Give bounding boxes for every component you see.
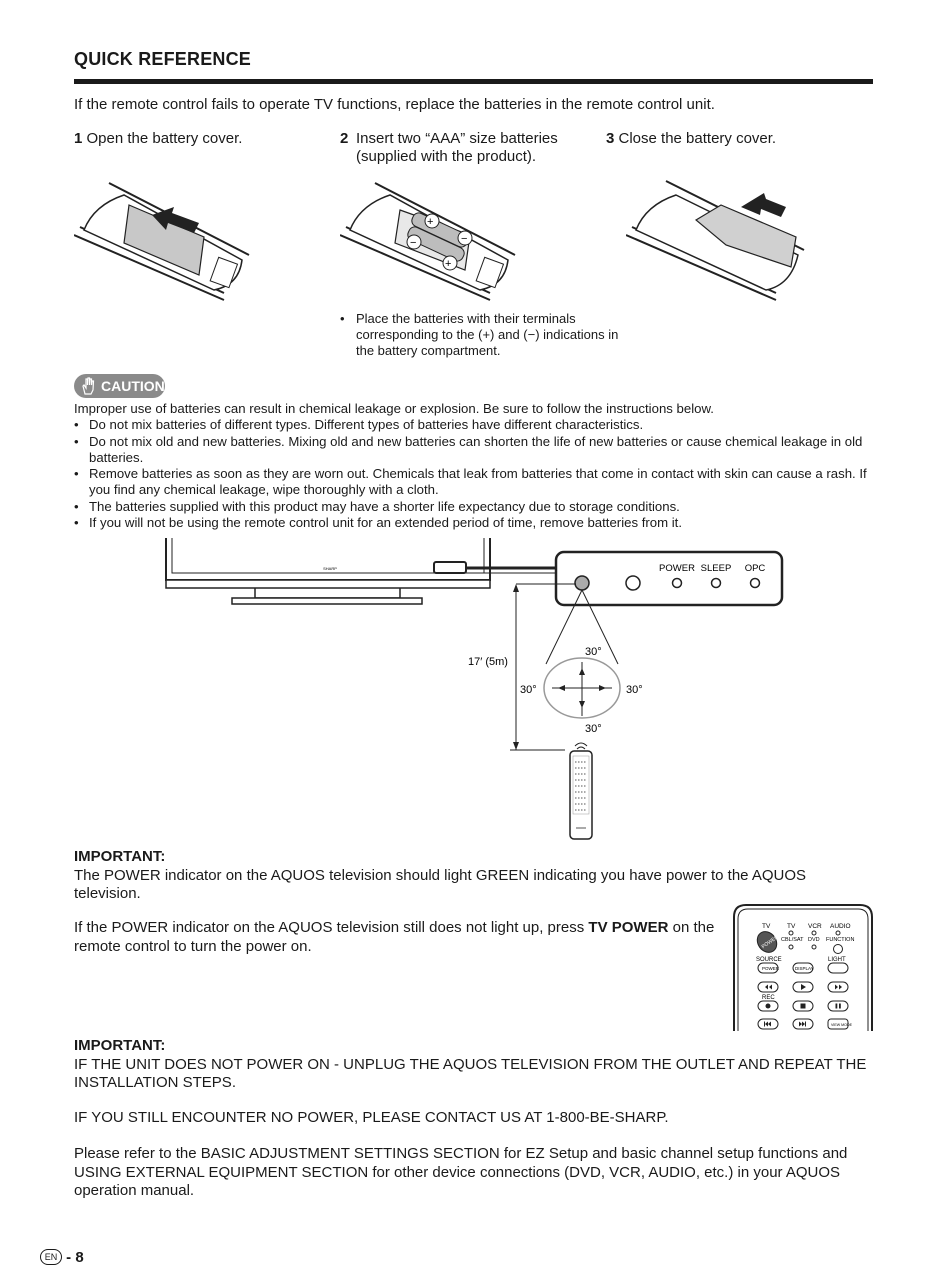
battery-note (340, 311, 630, 359)
step-text: Insert two “AAA” size batteries (supplied with the product). (356, 130, 558, 165)
sleep-label: SLEEP (700, 563, 732, 574)
text-segment: If the POWER indicator on the AQUOS television still does not light up, press (74, 919, 589, 936)
remote-sensor (575, 576, 589, 590)
step-3 (606, 130, 776, 148)
title-rule (74, 79, 873, 84)
step-text: Open the battery cover. (86, 130, 243, 147)
hand-icon (79, 376, 99, 396)
power-label: POWER (659, 563, 695, 574)
caution-text (74, 401, 879, 531)
list-item: • The batteries supplied with this product may have a shorter life expectancy due to storage conditions. (74, 499, 879, 515)
caution-badge (74, 374, 165, 398)
step-2 (340, 130, 590, 166)
power-button-label: POWER (760, 934, 780, 951)
insert-batteries-illustration (340, 175, 520, 305)
step-number: 3 (606, 130, 615, 147)
intro-text: If the remote control fails to operate TV functions, replace the batteries in the remote control unit. (74, 96, 715, 113)
opc-sensor (626, 576, 640, 590)
page-title: QUICK REFERENCE (74, 49, 252, 69)
sensor-panel (556, 552, 782, 605)
battery-note-text: Place the batteries with their terminals corresponding to the (+) and (−) indications in the battery compartment. (356, 311, 619, 358)
list-item: • If you will not be using the remote control unit for an extended period of time, remove batteries from it. (74, 515, 879, 531)
page-footer (40, 1249, 84, 1266)
audio-label: AUDIO (830, 923, 851, 930)
light-button[interactable] (828, 963, 848, 973)
important-section-1 (74, 848, 864, 904)
important-section-2 (74, 1037, 874, 1093)
rec-label: REC (762, 995, 775, 1001)
cbl-sat-label: CBL/SAT (781, 937, 804, 943)
light-label: LIGHT (828, 957, 846, 963)
tv-brand: SHARP (323, 566, 337, 571)
tv-power-emphasis: TV POWER (588, 919, 669, 936)
page-number: - 8 (66, 1249, 84, 1266)
caution-list (74, 417, 879, 531)
angle-right: 30° (626, 684, 643, 696)
contact-paragraph: IF YOU STILL ENCOUNTER NO POWER, PLEASE CONTACT US AT 1-800-BE-SHARP. (74, 1109, 669, 1126)
step-1 (74, 130, 242, 148)
operating-range-diagram (160, 538, 800, 843)
tv-label: TV (762, 923, 771, 930)
vcr-label: VCR (808, 923, 822, 930)
power-indicator (673, 579, 682, 588)
important-paragraph: IF THE UNIT DOES NOT POWER ON - UNPLUG THE AQUOS TELEVISION FROM THE OUTLET AND REPEAT THE INSTALLATION STEPS. (74, 1055, 867, 1091)
tv-mode-label: TV (787, 923, 796, 930)
source-label: SOURCE (756, 957, 782, 963)
caution-intro: Improper use of batteries can result in chemical leakage or explosion. Be sure to follow the instructions below. (74, 401, 714, 416)
function-button[interactable] (834, 945, 843, 954)
open-cover-illustration (74, 175, 254, 305)
important-heading: IMPORTANT: (74, 1037, 166, 1054)
dvd-label: DVD (808, 937, 820, 943)
sleep-indicator (712, 579, 721, 588)
remote-illustration (570, 743, 592, 839)
important-paragraph: The POWER indicator on the AQUOS television should light GREEN indicating you have power to the AQUOS television. (74, 866, 807, 902)
close-cover-illustration (626, 175, 806, 305)
view-mode-label: VIEW MODE (831, 1023, 852, 1027)
source-power-label: POWER (762, 966, 780, 971)
step-text: Close the battery cover. (618, 130, 777, 147)
svg-text:−: − (461, 233, 468, 245)
distance-label: 17′ (5m) (468, 656, 508, 668)
function-label: FUNCTION (826, 937, 855, 943)
opc-indicator (751, 579, 760, 588)
bullet: • (340, 311, 345, 326)
text-segment: on the remote control to turn the power on. (74, 919, 715, 955)
angle-bottom: 30° (585, 723, 602, 735)
angle-left: 30° (520, 684, 537, 696)
caution-label: CAUTION (101, 378, 165, 394)
list-item: • Do not mix batteries of different types. Different types of batteries have different characteristics. (74, 417, 879, 433)
svg-text:+: + (445, 258, 452, 270)
reference-paragraph: Please refer to the BASIC ADJUSTMENT SETTINGS SECTION for EZ Setup and basic channel setup functions and USING EXTERNAL EQUIPMENT SECTION for other device connections (DVD, VCR, AUDIO, etc.) in your AQUOS operation manual. (74, 1145, 848, 1199)
svg-text:−: − (410, 237, 417, 249)
important-paragraph-2 (74, 919, 724, 956)
list-item: • Remove batteries as soon as they are worn out. Chemicals that leak from batteries that come in contact with skin can cause a rash. If you find any chemical leakage, wipe thoroughly with a cloth. (74, 466, 879, 499)
pause-button[interactable] (828, 1001, 848, 1011)
angle-top: 30° (585, 646, 602, 658)
step-number: 1 (74, 130, 83, 147)
language-badge: EN (40, 1249, 62, 1265)
opc-label: OPC (744, 563, 766, 574)
step-number: 2 (340, 130, 349, 147)
remote-closeup (732, 903, 877, 1033)
display-label: DISPLAY (795, 966, 814, 971)
tv-illustration (166, 538, 556, 604)
important-heading: IMPORTANT: (74, 848, 166, 865)
list-item: • Do not mix old and new batteries. Mixing old and new batteries can shorten the life of new batteries or cause chemical leakage in old batteries. (74, 434, 879, 467)
svg-text:+: + (427, 216, 434, 228)
